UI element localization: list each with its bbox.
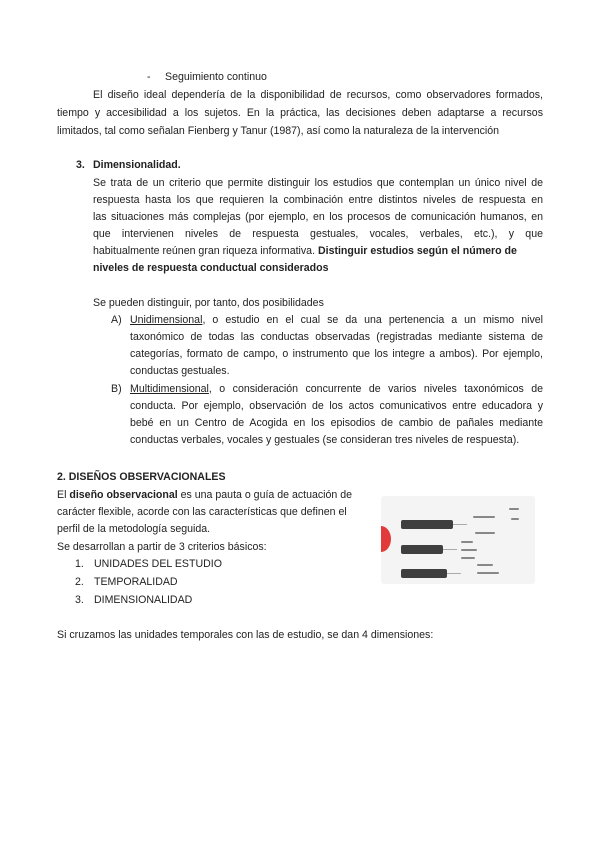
bullet-dash: - bbox=[147, 71, 151, 83]
option-a-marker: A) bbox=[111, 314, 122, 326]
option-a-line3: categorías, formato de campo, o instrumento que los integre a ambos). Por ejemplo, bbox=[130, 348, 543, 360]
section2-l1-bold: diseño observacional bbox=[69, 489, 178, 501]
criteria-3-number: 3. bbox=[75, 594, 84, 606]
option-a-term: Unidimensional bbox=[130, 314, 203, 326]
section2-line4: Se desarrollan a partir de 3 criterios básicos: bbox=[57, 541, 267, 553]
mind-map-connector bbox=[447, 573, 461, 574]
section2-heading: 2. DISEÑOS OBSERVACIONALES bbox=[57, 471, 226, 483]
dim-line2: respuesta hasta los que requieren la combinación entre distintos niveles de respuesta en bbox=[93, 194, 543, 206]
mind-map-connector bbox=[443, 549, 457, 550]
section2-l1-pre: El bbox=[57, 489, 70, 501]
dim-line1: Se trata de un criterio que permite distinguir los estudios que contemplan un único nivel de bbox=[93, 177, 543, 189]
section2-line1 bbox=[57, 488, 352, 502]
option-a-line4: conductas gestuales. bbox=[130, 365, 230, 377]
dim-line5 bbox=[93, 244, 543, 258]
option-a-rest: , o estudio en el cual se da una pertenencia a un mismo nivel bbox=[202, 314, 543, 326]
mind-map-leaf bbox=[461, 549, 477, 551]
closing-line: Si cruzamos las unidades temporales con las de estudio, se dan 4 dimensiones: bbox=[57, 629, 434, 641]
mind-map-leaf bbox=[477, 564, 493, 566]
dim-line4: que intervienen niveles de respuesta gestuales, vocales, verbales, etc.), y que bbox=[93, 228, 543, 240]
mind-map-center-node bbox=[381, 526, 391, 552]
dim-line5-bold: Distinguir estudios según el número de bbox=[317, 245, 517, 257]
mind-map-leaf bbox=[461, 541, 473, 543]
option-b-line4: conductas verbales, vocales y gestuales (se consideran tres niveles de respuesta). bbox=[130, 434, 520, 446]
mind-map-branch-1 bbox=[401, 520, 453, 529]
option-b-marker: B) bbox=[111, 383, 122, 395]
para1-line1: El diseño ideal dependería de la disponibilidad de recursos, como observadores formados, bbox=[93, 89, 543, 101]
section2-l1-post: es una pauta o guía de actuación de bbox=[177, 489, 353, 501]
bullet-text: Seguimiento continuo bbox=[165, 71, 267, 83]
mind-map-leaf bbox=[511, 518, 519, 520]
mind-map-connector bbox=[453, 524, 467, 525]
criteria-2-number: 2. bbox=[75, 576, 84, 588]
mind-map-branch-2 bbox=[401, 545, 443, 554]
mind-map-leaf bbox=[475, 532, 495, 534]
para1-line2: tiempo y accesibilidad a los sujetos. En la práctica, las decisiones deben adaptarse a recursos bbox=[57, 107, 543, 119]
criteria-3-text: DIMENSIONALIDAD bbox=[94, 594, 193, 606]
options-intro: Se pueden distinguir, por tanto, dos posibilidades bbox=[93, 297, 324, 309]
section2-line2: carácter flexible, acorde con las características que definen el bbox=[57, 506, 347, 518]
mind-map-image bbox=[381, 496, 535, 584]
mind-map-leaf bbox=[461, 557, 475, 559]
section3-number: 3. bbox=[76, 159, 85, 171]
option-b-term: Multidimensional bbox=[130, 383, 209, 395]
option-a-line2: taxonómico de todas las conductas observadas (registradas mediante sistema de bbox=[130, 331, 543, 343]
dim-line3: las situaciones más complejas (por ejemplo, en los procesos de comunicación humanos, en bbox=[93, 211, 543, 223]
option-b-line3: bebé en un Centro de Acogida en los episodios de cambio de pañales mediante bbox=[130, 417, 543, 429]
option-b-rest: , o consideración concurrente de varios niveles taxonómicos de bbox=[208, 383, 543, 395]
criteria-2-text: TEMPORALIDAD bbox=[94, 576, 178, 588]
dim-line6: niveles de respuesta conductual considerados bbox=[93, 262, 329, 274]
option-b-line1 bbox=[130, 382, 543, 396]
para1-line3: limitados, tal como señalan Fienberg y Tanur (1987), así como la naturaleza de la intervención bbox=[57, 125, 500, 137]
mind-map-leaf bbox=[477, 572, 499, 574]
mind-map-branch-3 bbox=[401, 569, 447, 578]
criteria-1-number: 1. bbox=[75, 558, 84, 570]
mind-map-leaf bbox=[473, 516, 495, 518]
section2-line3: perfil de la metodología seguida. bbox=[57, 523, 211, 535]
mind-map-leaf bbox=[509, 508, 519, 510]
option-b-line2: conducta. Por ejemplo, observación de los actos comunicativos entre educadora y bbox=[130, 400, 543, 412]
option-a-line1 bbox=[130, 313, 543, 327]
dim-line5-normal: habitualmente reúnen gran riqueza informativa. bbox=[93, 245, 318, 257]
section3-heading: Dimensionalidad. bbox=[93, 159, 181, 171]
criteria-1-text: UNIDADES DEL ESTUDIO bbox=[94, 558, 222, 570]
